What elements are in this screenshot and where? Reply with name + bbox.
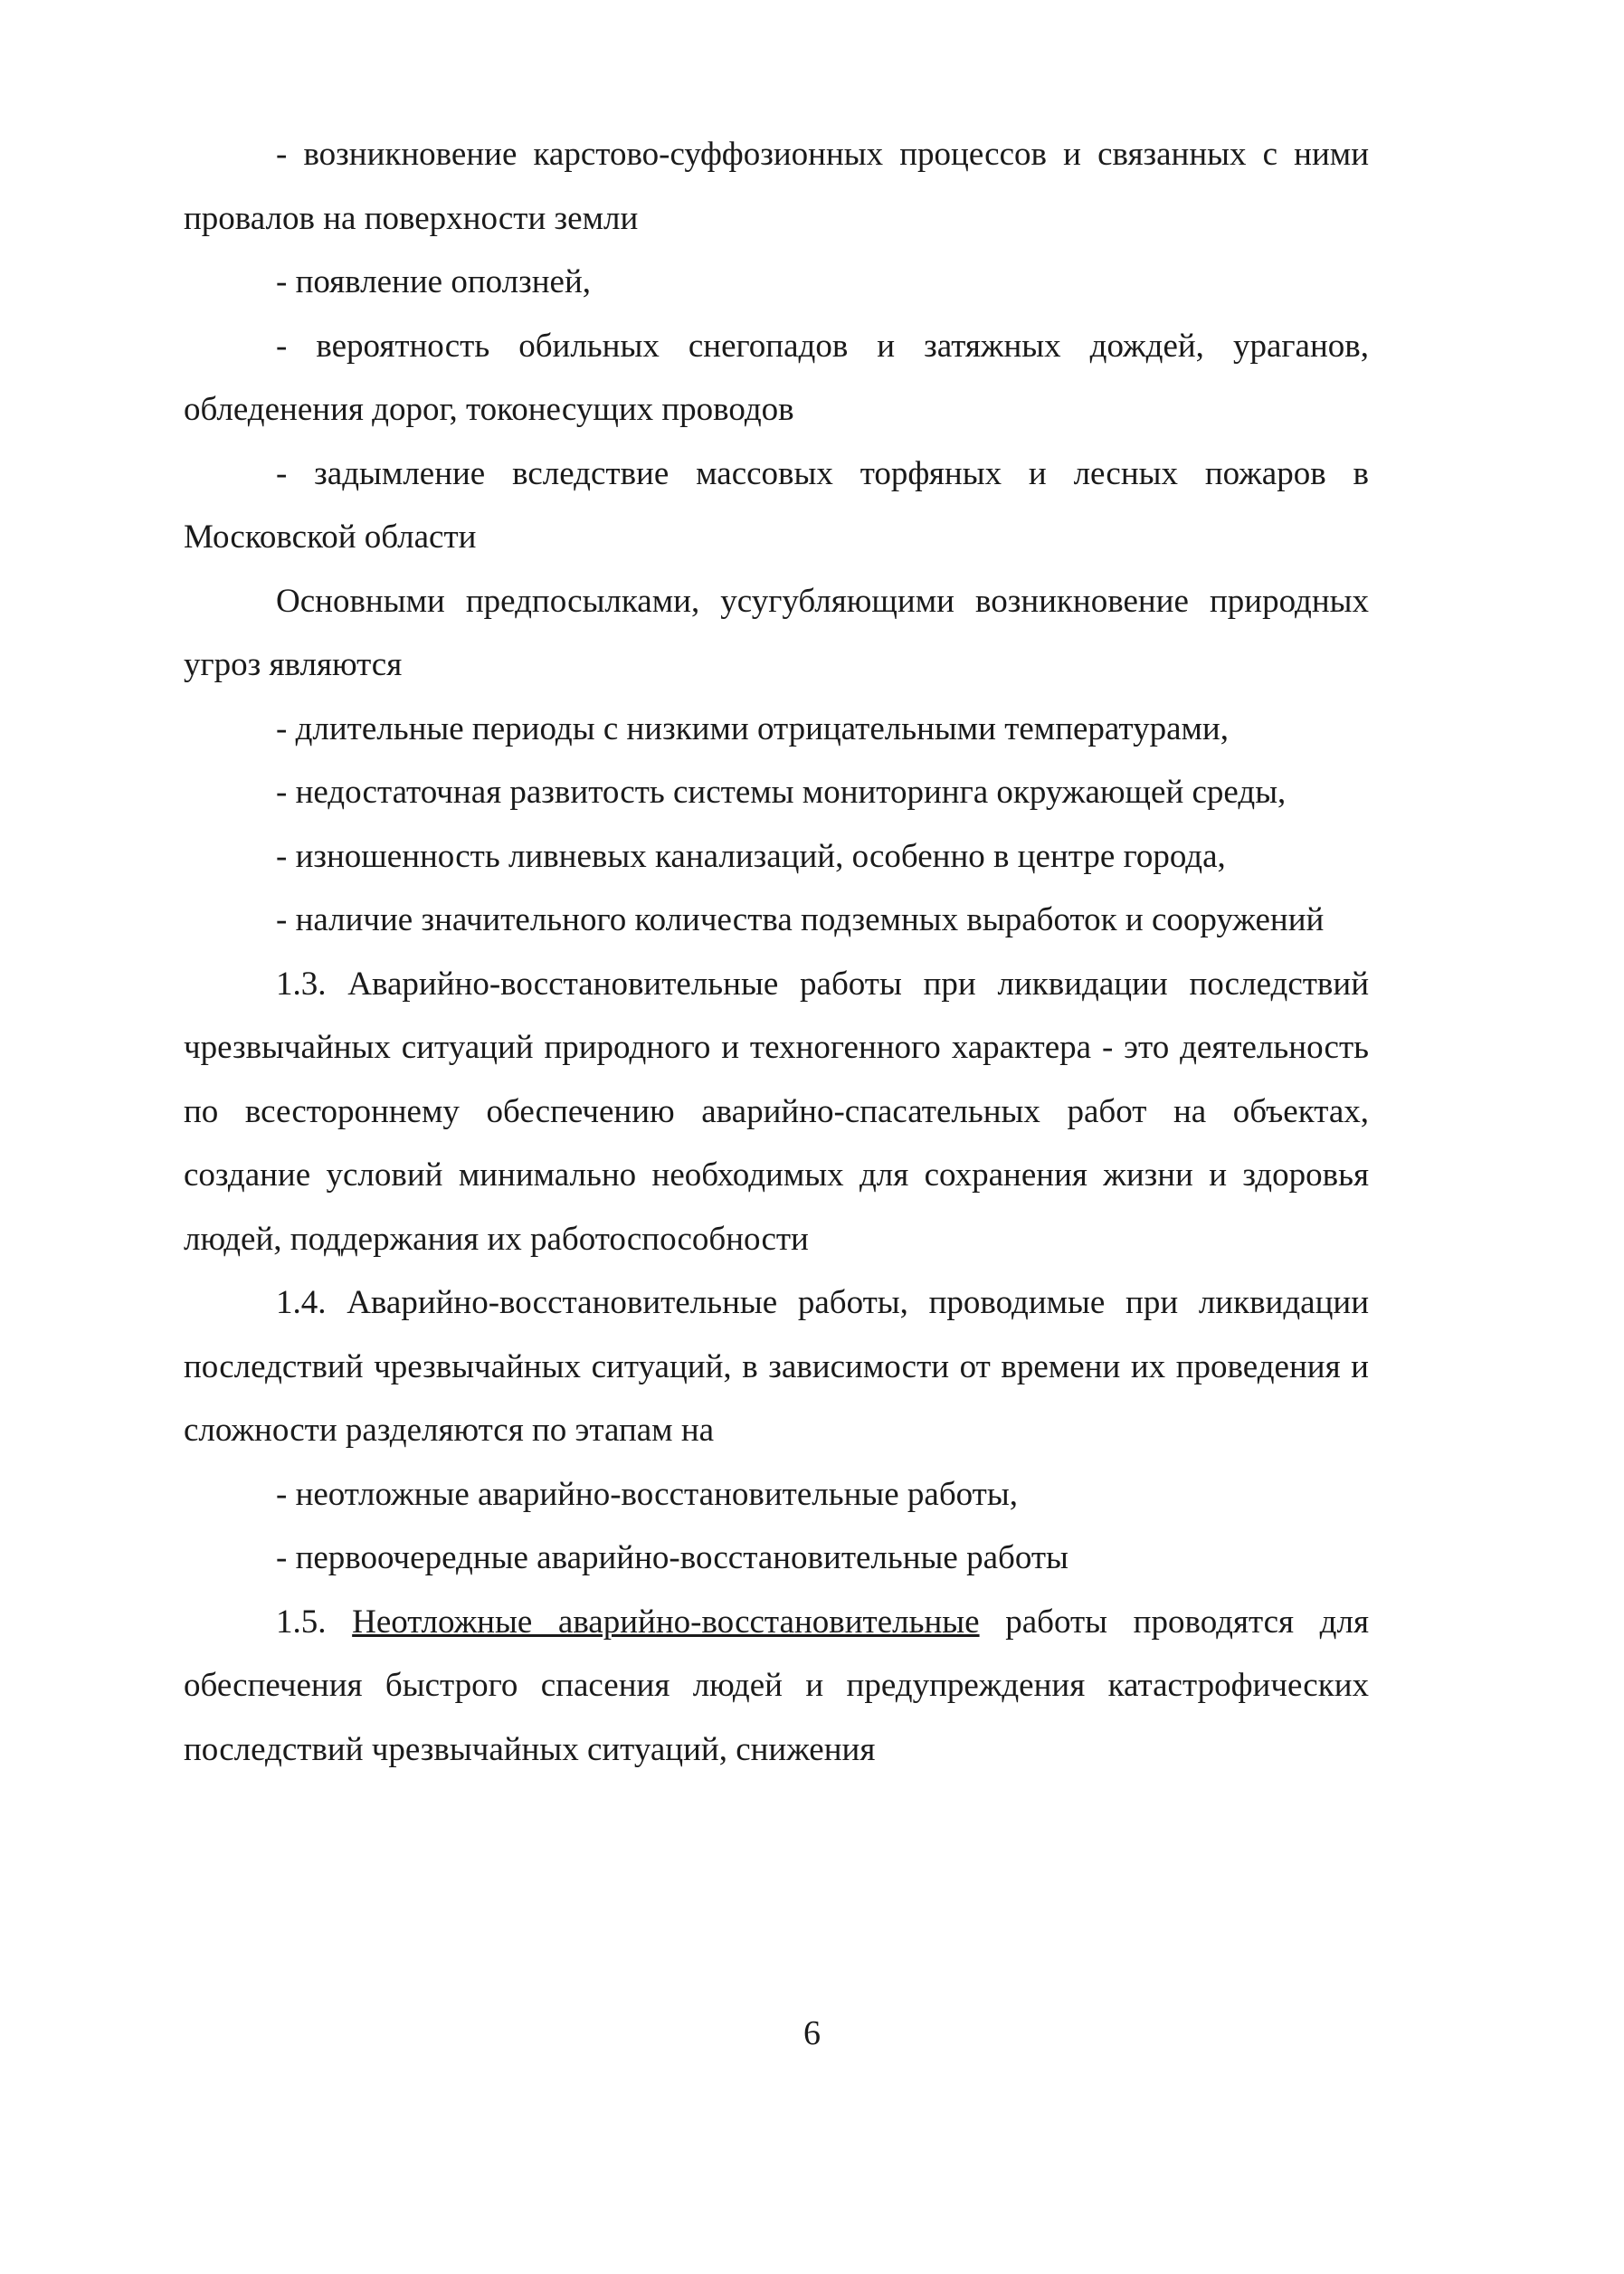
underlined-term: Неотложные аварийно-восстановительные <box>352 1603 980 1641</box>
paragraph-urgent-works: - неотложные аварийно-восстановительные работы, <box>276 1475 1018 1513</box>
document-body <box>184 123 1369 1782</box>
paragraph-section-1-3: 1.3. Аварийно-восстановительные работы при ликвидации последствий чрезвычайных ситуаций природного и техногенного характера - это деятельность по всестороннему обеспечению аварийно-спасательных работ на объектах, создание условий минимально необходимых для сохранения жизни и здоровья людей, поддержания их работоспособности <box>184 965 1369 1258</box>
paragraph-section-1-4: 1.4. Аварийно-восстановительные работы, проводимые при ликвидации последствий чрезвычайных ситуаций, в зависимости от времени их проведения и сложности разделяются по этапам на <box>184 1284 1369 1449</box>
paragraph-low-temperatures: - длительные периоды с низкими отрицательными температурами, <box>276 709 1229 747</box>
paragraph-landslides: - появление оползней, <box>276 263 591 300</box>
paragraph-prerequisites: Основными предпосылками, усугубляющими возникновение природных угроз являются <box>184 582 1369 683</box>
paragraph-section-1-5 <box>184 1591 1369 1783</box>
section-number: 1.5. <box>276 1603 327 1641</box>
paragraph-underground: - наличие значительного количества подземных выработок и сооружений <box>276 901 1325 938</box>
paragraph-smoke: - задымление вследствие массовых торфяных и лесных пожаров в Московской области <box>184 454 1369 556</box>
paragraph-monitoring: - недостаточная развитость системы мониторинга окружающей среды, <box>276 774 1287 811</box>
paragraph-sewers: - изношенность ливневых канализаций, особенно в центре города, <box>276 837 1226 875</box>
page-number: 6 <box>803 2014 821 2052</box>
paragraph-snowfall: - вероятность обильных снегопадов и затяжных дождей, ураганов, обледенения дорог, токонесущих проводов <box>184 327 1369 428</box>
paragraph-continuation: работы проводятся для обеспечения быстрого спасения людей и предупреждения катастрофических последствий чрезвычайных ситуаций, снижения <box>184 1603 1369 1768</box>
paragraph-priority-works: - первоочередные аварийно-восстановительные работы <box>276 1539 1068 1576</box>
paragraph-karst: - возникновение карстово-суффозионных процессов и связанных с ними провалов на поверхности земли <box>184 136 1369 237</box>
